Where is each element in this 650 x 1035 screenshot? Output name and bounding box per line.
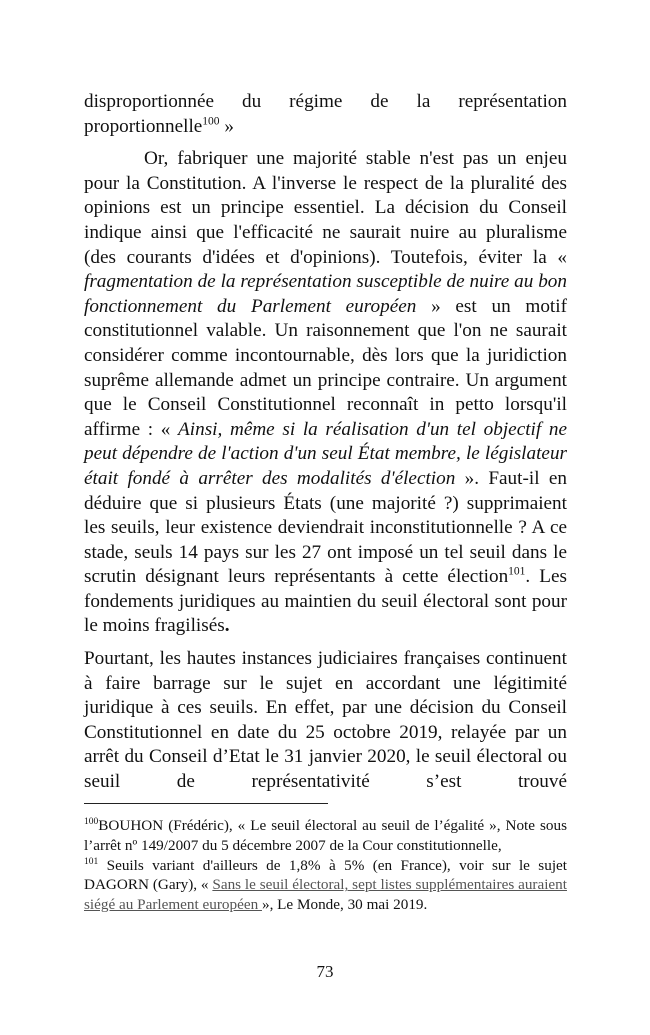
footnote-100 [84,816,567,856]
paragraph-3 [84,647,567,795]
body-text [84,90,567,795]
footnote-101-source: », Le Monde, 30 mai 2019. [261,896,428,914]
paragraph-1-text: disproportionnée du régime de la représentation proportionnelle [84,91,567,137]
footnote-101 [84,856,567,915]
paragraph-2 [84,147,567,639]
footnote-100-text: BOUHON (Frédéric), « Le seuil électoral au seuil de l’égalité », Note sous l’arrêt nº 149/2007 du 5 décembre 2007 de la Cour constitutionnelle, [84,817,567,854]
footnotes [84,816,567,915]
quote-fragmentation: fragmentation de la représentation susceptible de nuire au bon fonctionnement du Parlement européen [84,271,567,317]
paragraph-1 [84,90,567,139]
paragraph-2-final-period: . [224,615,230,637]
paragraph-2-text-a: Or, fabriquer une majorité stable n'est pas un enjeu pour la Constitution. A l'inverse le respect de la pluralité des opinions est un principe essentiel. La décision du Conseil indique ainsi que l'efficacité ne saurait nuire au pluralisme (des courants d'idées et d'opinions). Toutefois, éviter la « [84,148,567,268]
paragraph-1-close: » [219,115,234,137]
footnote-number-101: 101 [84,856,99,867]
paragraph-3-text: Pourtant, les hautes instances judiciaires françaises continuent à faire barrage sur le sujet en accordant une légitimité juridique à ces seuils. En effet, par une décision du Conseil Constitutionnel en date du 25 octobre 2019, relayée par un arrêt du Conseil d’Etat le 31 janvier 2020, le seuil électoral ou seuil de représentativité s’est trouvé [84,648,567,793]
footnote-number-100: 100 [84,816,99,827]
footnote-ref-101[interactable]: 101 [508,565,526,578]
footnote-ref-100[interactable]: 100 [202,115,220,128]
page-number: 73 [316,962,334,981]
paragraph-2-text-d: . Les fondements juridiques au maintien du seuil électoral sont pour le moins fragilisés [84,566,567,637]
article-link[interactable]: Sans le seuil électoral, sept listes supplémentaires auraient siégé au Parlement européen [84,876,567,914]
paragraph-2-text-c: ». Faut-il en déduire que si plusieurs États (une majorité ?) supprimaient les seuils, leur existence deviendrait inconstitutionnelle ? A ce stade, seuls 14 pays sur les 27 ont imposé un tel seuil dans le scrutin désignant leurs représentants à cette élection [84,467,567,588]
quote-conseil: Ainsi, même si la réalisation d'un tel objectif ne peut dépendre de l'action d'un seul État membre, le législateur était fondé à arrêter des modalités d'élection [84,418,567,489]
footnote-101-text: Seuils variant d'ailleurs de 1,8% à 5% (en France), voir sur le sujet DAGORN (Gary), « [84,856,567,894]
footnote-separator [84,803,328,804]
paragraph-2-text-b: » est un motif constitutionnel valable. Un raisonnement que l'on ne saurait considérer comme incontournable, dès lors que la juridiction suprême allemande admet un principe contraire. Un argument que le Conseil Constitutionnel reconnaît in petto lorsqu'il affirme : « [84,295,567,440]
